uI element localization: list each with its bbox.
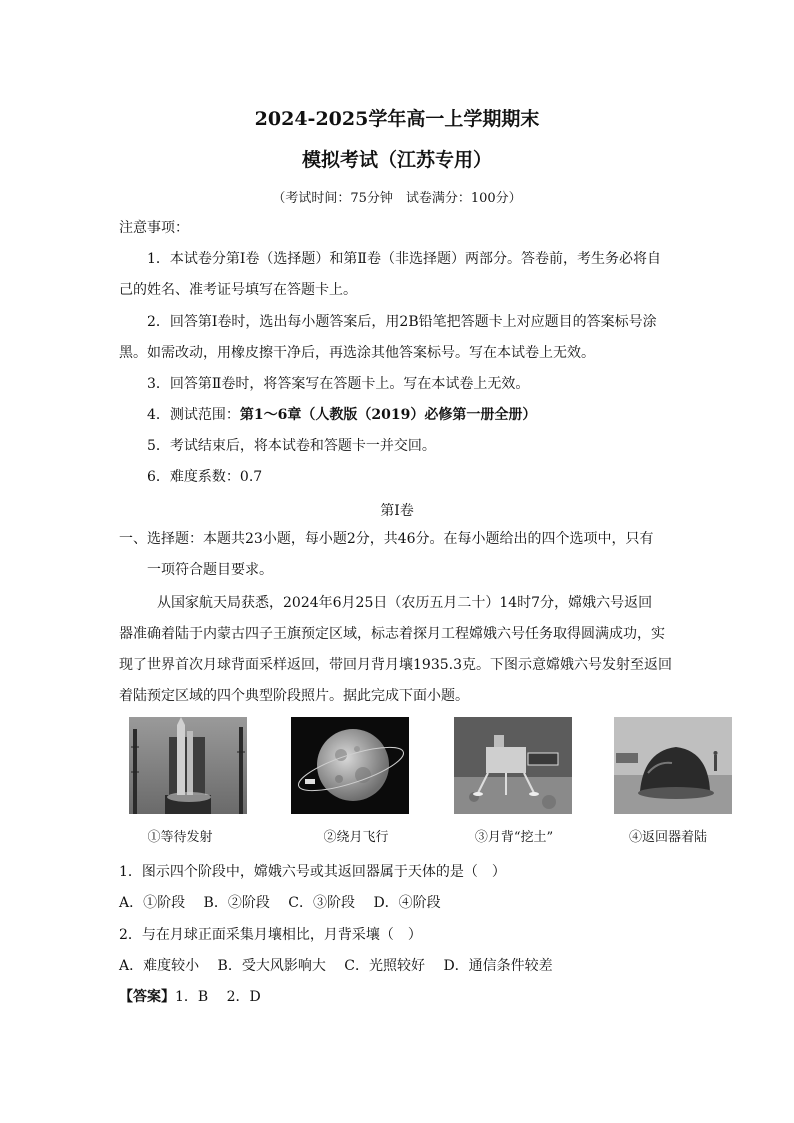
part1-instructions-line2: 一项符合题目要求。 (147, 562, 273, 578)
caption-3: ③月背“挖土” (474, 830, 554, 845)
note-5: 5．考试结束后，将本试卷和答题卡一并交回。 (147, 438, 436, 454)
caption-4: ④返回器着陆 (628, 830, 707, 845)
passage-line3: 现了世界首次月球背面采样返回，带回月背月壤1935.3克。下图示意嫦娥六号发射至返回 (119, 657, 672, 673)
passage-line2: 器准确着陆于内蒙古四子王旗预定区域，标志着探月工程嫦娥六号任务取得圆满成功，实 (119, 626, 665, 642)
sampling-photo (454, 717, 572, 814)
note-4-prefix: 4．测试范围： (147, 407, 240, 423)
question-1: 1．图示四个阶段中，嫦娥六号或其返回器属于天体的是（ ） (119, 864, 506, 880)
caption-1: ①等待发射 (147, 830, 213, 845)
question-2: 2．与在月球正面采集月壤相比，月背采壤（ ） (119, 927, 422, 943)
question-1-options: A．①阶段 B．②阶段 C．③阶段 D．④阶段 (119, 895, 441, 911)
note-1-line2: 己的姓名、准考证号填写在答题卡上。 (119, 282, 357, 298)
exam-title: 2024-2025学年高一上学期期末 (254, 108, 540, 130)
orbit-photo (291, 717, 409, 814)
passage-line4: 着陆预定区域的四个典型阶段照片。据此完成下面小题。 (119, 688, 469, 704)
note-2-line1: 2．回答第Ⅰ卷时，选出每小题答案后，用2B铅笔把答题卡上对应题目的答案标号涂 (147, 314, 657, 330)
note-1-line1: 1．本试卷分第Ⅰ卷（选择题）和第Ⅱ卷（非选择题）两部分。答卷前，考生务必将自 (147, 251, 661, 267)
note-3: 3．回答第Ⅱ卷时，将答案写在答题卡上。写在本试卷上无效。 (147, 376, 530, 392)
answer-key (119, 987, 261, 1007)
passage-line1: 从国家航天局获悉，2024年6月25日（农历五月二十）14时7分，嫦娥六号返回 (157, 595, 653, 611)
exam-subtitle: 模拟考试（江苏专用） (301, 149, 492, 171)
note-4 (147, 405, 536, 425)
note-6: 6．难度系数：0.7 (147, 469, 263, 485)
exam-meta: （考试时间：75分钟 试卷满分：100分） (272, 191, 522, 206)
note-2-line2: 黑。如需改动，用橡皮擦干净后，再选涂其他答案标号。写在本试卷上无效。 (119, 345, 595, 361)
landing-photo (614, 717, 732, 814)
question-2-options: A．难度较小 B．受大风影响大 C．光照较好 D．通信条件较差 (119, 958, 553, 974)
answer-text: 1．B 2．D (175, 989, 261, 1005)
part1-instructions-line1: 一、选择题：本题共23小题，每小题2分，共46分。在每小题给出的四个选项中，只有 (119, 531, 654, 547)
notes-heading: 注意事项： (119, 220, 189, 236)
answer-label: 【答案】 (119, 989, 175, 1005)
note-4-scope: 第1～6章（人教版（2019）必修第一册全册） (239, 407, 537, 423)
caption-2: ②绕月飞行 (323, 830, 389, 845)
launch-photo (129, 717, 247, 814)
section-label: 第Ⅰ卷 (380, 503, 414, 519)
